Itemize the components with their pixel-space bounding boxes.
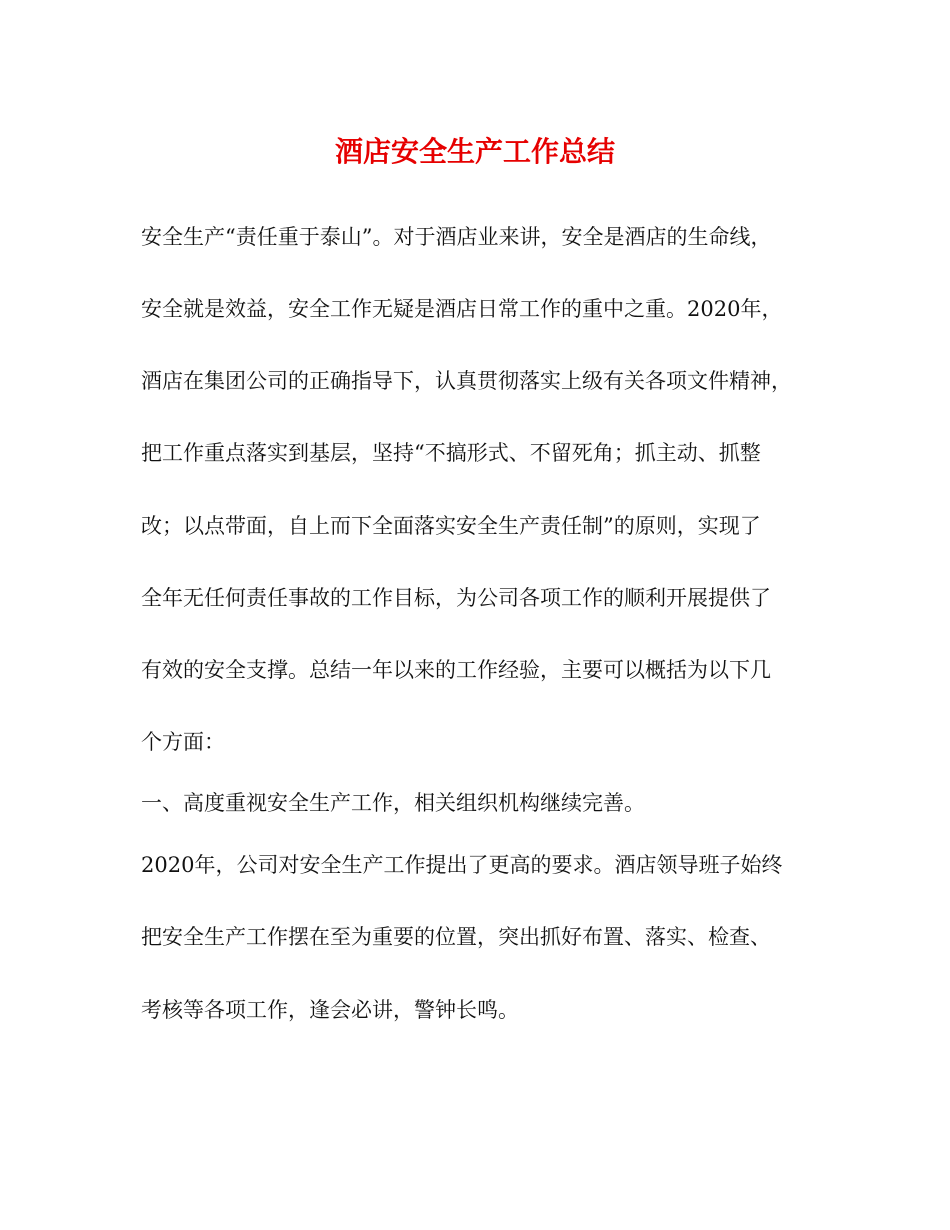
document-title: 酒店安全生产工作总结: [334, 135, 615, 168]
body-line: 酒店在集团公司的正确指导下，认真贯彻落实上级有关各项文件精神，: [141, 369, 792, 393]
body-line: 有效的安全支撑。总结一年以来的工作经验，主要可以概括为以下几: [141, 658, 771, 682]
body-line: 把工作重点落实到基层，坚持“不搞形式、不留死角；抓主动、抓整: [141, 441, 761, 465]
body-line: 安全生产“责任重于泰山”。对于酒店业来讲，安全是酒店的生命线，: [141, 225, 772, 249]
body-line: 全年无任何责任事故的工作目标，为公司各项工作的顺利开展提供了: [141, 586, 771, 610]
section-heading: 一、高度重视安全生产工作，相关组织机构继续完善。: [141, 791, 645, 815]
body-line: 2020年，公司对安全生产工作提出了更高的要求。酒店领导班子始终: [141, 853, 783, 877]
body-line: 安全就是效益，安全工作无疑是酒店日常工作的重中之重。2020年，: [141, 297, 783, 321]
body-line: 个方面：: [141, 730, 225, 754]
body-line: 考核等各项工作，逢会必讲，警钟长鸣。: [141, 998, 519, 1022]
body-line: 改；以点带面，自上而下全面落实安全生产责任制”的原则，实现了: [141, 514, 761, 538]
body-line: 把安全生产工作摆在至为重要的位置，突出抓好布置、落实、检查、: [141, 925, 771, 949]
